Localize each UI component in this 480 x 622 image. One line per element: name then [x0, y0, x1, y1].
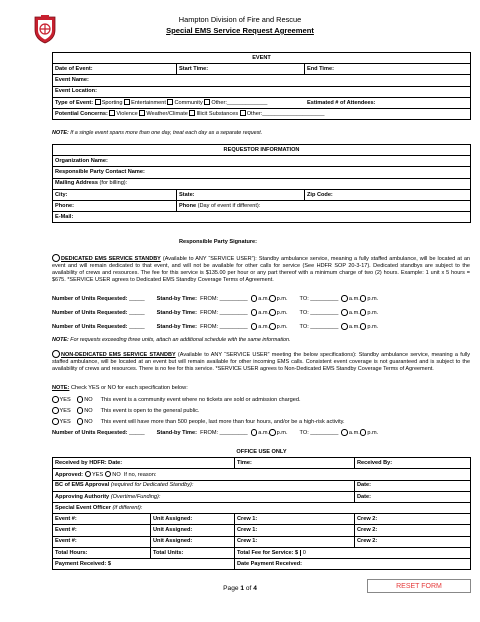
event-type-row: Type of Event: Sporting Entertainment Community Other:_____________ [53, 97, 305, 108]
bc-approval-date-field[interactable]: Date: [355, 480, 471, 491]
units-requested-field[interactable]: _____ [127, 430, 145, 436]
nondedicated-standby-radio[interactable] [52, 350, 60, 358]
to-time-field[interactable]: TO: _________ [299, 310, 339, 316]
state-field[interactable]: State: [177, 189, 305, 200]
total-units-field[interactable]: Total Units: [151, 547, 235, 558]
approval-row: Approved: YES NO If no, reason: [53, 469, 471, 480]
event-heading: EVENT [53, 53, 471, 64]
to-pm-radio[interactable] [360, 323, 367, 330]
total-fee-field[interactable]: Total Fee for Service: $ 0 [235, 547, 471, 558]
approved-no-radio[interactable] [105, 471, 112, 478]
type-entertainment-checkbox[interactable] [124, 99, 130, 105]
units-requested-label: Number of Units Requested: [52, 296, 128, 302]
specification-item: YES NO This event will have more than 500 people, last more than four hours, and/or be a high-risk activity. [52, 418, 345, 425]
to-pm-radio[interactable] [360, 309, 367, 316]
dedicated-schedule-row: Number of Units Requested: _____ Stand-by Time: FROM: _________ a.m. p.m. TO: _________ a.m. p.m. [52, 324, 379, 330]
dedicated-standby-radio[interactable] [52, 254, 60, 262]
nondedicated-schedule-row: Number of Units Requested: _____ Stand-by Time: FROM: _________ a.m. p.m. TO: _________ a.m. p.m. [52, 430, 379, 436]
approved-yes-radio[interactable] [85, 471, 92, 478]
dedicated-schedule-row: Number of Units Requested: _____ Stand-by Time: FROM: _________ a.m. p.m. TO: _________ a.m. p.m. [52, 310, 379, 316]
spec-no-radio[interactable] [77, 418, 84, 425]
no-reason-field[interactable]: If no, reason: [123, 471, 157, 478]
requestor-heading: REQUESTOR INFORMATION [53, 145, 471, 156]
spec-no-radio[interactable] [77, 407, 84, 414]
units-requested-label: Number of Units Requested: [52, 430, 128, 436]
standby-time-label: Stand-by Time: [156, 430, 197, 436]
spec-yes-radio[interactable] [52, 418, 59, 425]
attendees-field[interactable]: Estimated # of Attendees: [305, 97, 471, 108]
from-am-radio[interactable] [251, 429, 258, 436]
requestor-section [52, 144, 471, 249]
unit-row: Event #: Unit Assigned: Crew 1: Crew 2: [53, 536, 471, 547]
specification-item: YES NO This event is open to the general public. [52, 407, 199, 414]
from-time-field[interactable]: FROM: _________ [200, 324, 248, 330]
form-title: Special EMS Service Request Agreement [166, 26, 314, 35]
spec-text: This event is open to the general public. [100, 408, 200, 414]
signature-field[interactable]: Responsible Party Signature: [177, 237, 471, 248]
spec-yes-radio[interactable] [52, 407, 59, 414]
event-date-field[interactable]: Date of Event: [53, 64, 177, 75]
unit-row: Event #: Unit Assigned: Crew 1: Crew 2: [53, 525, 471, 536]
payment-received-field[interactable]: Payment Received: $ [53, 558, 235, 569]
mailing-address-field[interactable]: Mailing Address (for billing): [53, 178, 471, 189]
event-name-field[interactable]: Event Name: [53, 75, 471, 86]
type-community-checkbox[interactable] [167, 99, 173, 105]
standby-time-label: Stand-by Time: [156, 296, 197, 302]
nondedicated-standby-description: NON-DEDICATED EMS SERVICE STANDBY (Available to ANY “SERVICE USER” meeting the below specifications): Standby ambulance service, meaning a fully staffed ambulance, will be located at an event but will remain available for other incoming EMS calls. Consistent event coverage is not guaranteed and is subject to the availability of crews and resources. There is no fee for this service. *SERVICE USER agrees to Non-Dedicated EMS Standby Coverage Terms of Agreement. [52, 352, 470, 373]
to-time-field[interactable]: TO: _________ [299, 430, 339, 436]
from-am-radio[interactable] [251, 295, 258, 302]
from-time-field[interactable]: FROM: _________ [200, 430, 248, 436]
from-pm-radio[interactable] [269, 295, 276, 302]
to-am-radio[interactable] [341, 309, 348, 316]
zip-field[interactable]: Zip Code: [305, 189, 471, 200]
unit-row: Event #: Unit Assigned: Crew 1: Crew 2: [53, 514, 471, 525]
nondedicated-note: NOTE: Check YES or NO for each specification below: [52, 385, 188, 391]
from-pm-radio[interactable] [269, 309, 276, 316]
spec-no-radio[interactable] [77, 396, 84, 403]
total-hours-field[interactable]: Total Hours: [53, 547, 151, 558]
from-time-field[interactable]: FROM: _________ [200, 310, 248, 316]
potential-concerns-row: Potential Concerns: Violence Weather/Climate Illicit Substances Other:____________________ [53, 108, 471, 119]
concern-weather-checkbox[interactable] [139, 110, 145, 116]
to-am-radio[interactable] [341, 323, 348, 330]
units-requested-field[interactable]: _____ [127, 310, 145, 316]
bc-ems-approval-field[interactable]: BC of EMS Approval (required for Dedicated Standby): [53, 480, 355, 491]
office-heading: OFFICE USE ONLY [53, 447, 471, 458]
standby-time-label: Stand-by Time: [156, 310, 197, 316]
units-requested-field[interactable]: _____ [127, 324, 145, 330]
spec-text: This event is a community event where no tickets are sold or admission charged. [100, 397, 301, 403]
special-event-officer-field[interactable]: Special Event Officer (if different): [53, 502, 471, 513]
received-time-field[interactable]: Time: [235, 458, 355, 469]
type-sporting-checkbox[interactable] [95, 99, 101, 105]
approving-authority-field[interactable]: Approving Authority (Overtime/Funding): [53, 491, 355, 502]
from-am-radio[interactable] [251, 323, 258, 330]
from-am-radio[interactable] [251, 309, 258, 316]
spec-text: This event will have more than 500 people, last more than four hours, and/or be a high-risk activity. [100, 419, 345, 425]
concern-substances-checkbox[interactable] [189, 110, 195, 116]
concern-violence-checkbox[interactable] [109, 110, 115, 116]
to-am-radio[interactable] [341, 295, 348, 302]
units-requested-label: Number of Units Requested: [52, 324, 128, 330]
from-pm-radio[interactable] [269, 323, 276, 330]
to-am-radio[interactable] [341, 429, 348, 436]
approving-date-field[interactable]: Date: [355, 491, 471, 502]
dedicated-schedule-row: Number of Units Requested: _____ Stand-by Time: FROM: _________ a.m. p.m. TO: _________ a.m. p.m. [52, 296, 379, 302]
dedicated-standby-description: DEDICATED EMS SERVICE STANDBY (Available to ANY “SERVICE USER”): Standby ambulance service, meaning a fully staffed ambulance, will be located at an event and will remain dedicated to that event, and will not be available for other calls for service (See HDFR SOP 20-3-17). Dedicated standbys are subject to the availability of crews and resources. The fee for this service is $135.00 per hour or any part thereof with a minimum charge of two (2) hours. Example: 1 unit x 5 hours = $675. *SERVICE USER agrees to Dedicated EMS Standby Coverage Terms of Agreement. [52, 256, 470, 284]
page-number: Page 1 of 4 [223, 585, 257, 592]
event-location-field[interactable]: Event Location: [53, 86, 471, 97]
type-other-checkbox[interactable] [204, 99, 210, 105]
end-time-field[interactable]: End Time: [305, 64, 471, 75]
from-time-field[interactable]: FROM: _________ [200, 296, 248, 302]
units-requested-field[interactable]: _____ [127, 296, 145, 302]
spec-yes-radio[interactable] [52, 396, 59, 403]
payment-date-field[interactable]: Date Payment Received: [235, 558, 471, 569]
office-use-section [52, 446, 471, 570]
to-pm-radio[interactable] [360, 295, 367, 302]
units-requested-label: Number of Units Requested: [52, 310, 128, 316]
reset-form-button[interactable]: RESET FORM [367, 579, 471, 593]
received-by-hdfr-field[interactable]: Received by HDFR: Date: [53, 458, 235, 469]
specification-item: YES NO This event is a community event where no tickets are sold or admission charged. [52, 396, 301, 403]
email-field[interactable]: E-Mail: [53, 212, 471, 223]
concern-other-checkbox[interactable] [240, 110, 246, 116]
start-time-field[interactable]: Start Time: [177, 64, 305, 75]
multi-day-note: NOTE: If a single event spans more than one day, treat each day as a separate request. [52, 130, 263, 136]
city-field[interactable]: City: [53, 189, 177, 200]
contact-name-field[interactable]: Responsible Party Contact Name: [53, 167, 471, 178]
from-pm-radio[interactable] [269, 429, 276, 436]
phone-field[interactable]: Phone: [53, 200, 177, 211]
organization-name: Hampton Division of Fire and Rescue [178, 15, 302, 24]
to-pm-radio[interactable] [360, 429, 367, 436]
dedicated-units-note: NOTE: For requests exceeding three units, attach an additional schedule with the same information. [52, 337, 291, 343]
received-by-field[interactable]: Received By: [355, 458, 471, 469]
event-section [52, 52, 471, 120]
to-time-field[interactable]: TO: _________ [299, 296, 339, 302]
to-time-field[interactable]: TO: _________ [299, 324, 339, 330]
organization-field[interactable]: Organization Name: [53, 156, 471, 167]
event-day-phone-field[interactable]: Phone (Day of event if different): [177, 200, 471, 211]
standby-time-label: Stand-by Time: [156, 324, 197, 330]
